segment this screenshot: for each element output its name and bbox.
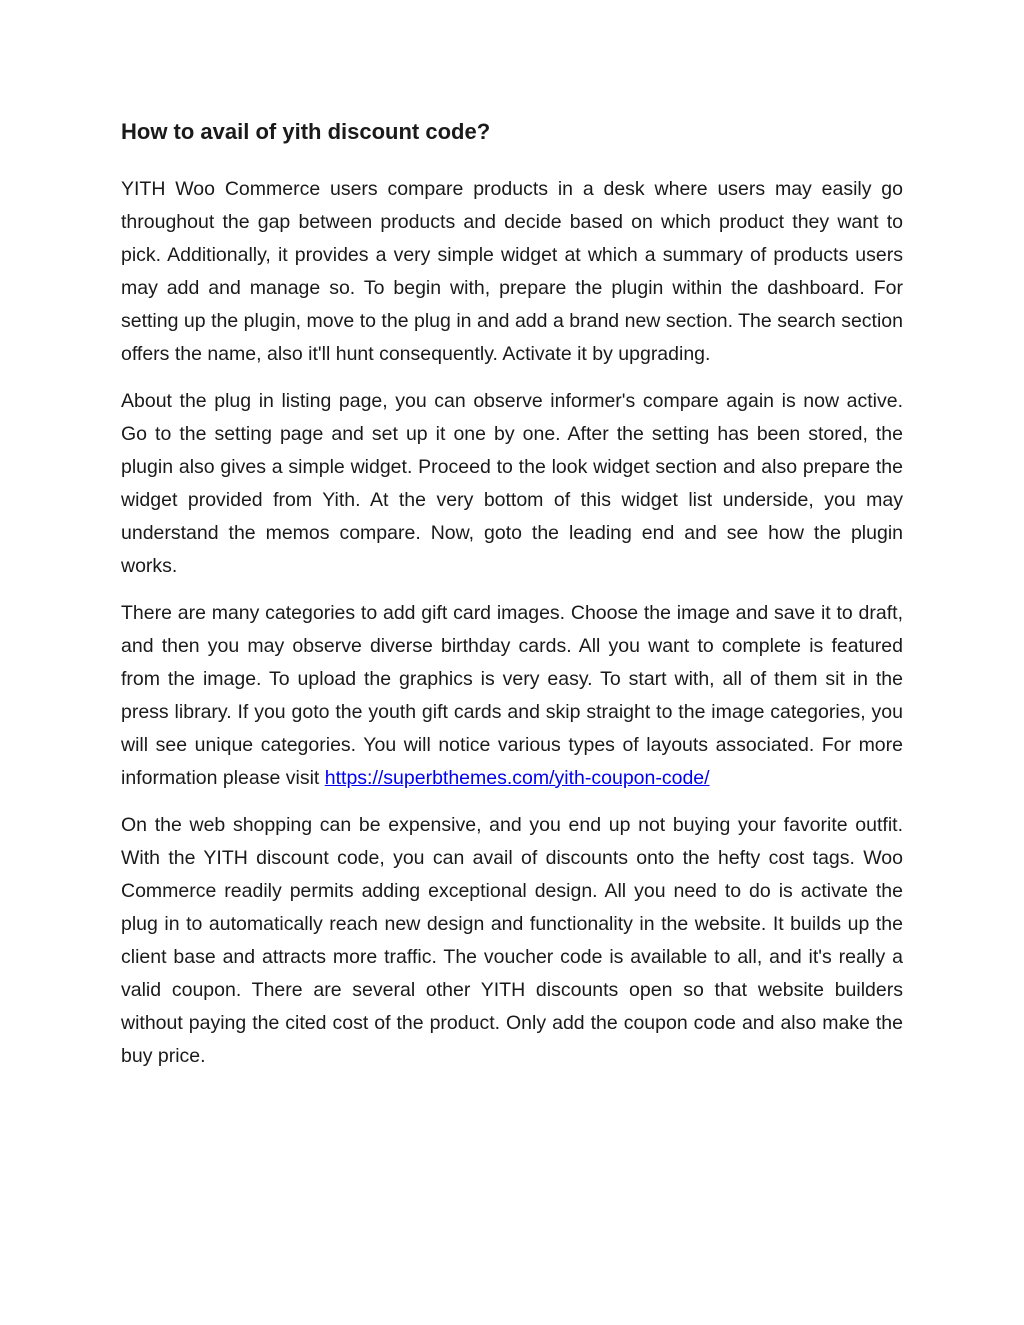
document-title: How to avail of yith discount code?: [121, 119, 491, 144]
coupon-code-link[interactable]: https://superbthemes.com/yith-coupon-code/: [324, 766, 710, 789]
document-page: [121, 118, 903, 1087]
paragraph-2: About the plug in listing page, you can observe informer's compare again is now active. Go to the setting page and set up it one by one. After the setting has been stored, the plugin also gives a simple widget. Proceed to the look widget section and also prepare the widget provided from Yith. At the very bottom of this widget list underside, you may understand the memos compare. Now, goto the leading end and see how the plugin works.: [121, 389, 903, 577]
paragraph-3: [121, 597, 903, 795]
paragraph-1: YITH Woo Commerce users compare products in a desk where users may easily go throughout the gap between products and decide based on which product they want to pick. Additionally, it provides a very simple widget at which a summary of products users may add and manage so. To begin with, prepare the plugin within the dashboard. For setting up the plugin, move to the plug in and add a brand new section. The search section offers the name, also it'll hunt consequently. Activate it by upgrading.: [121, 177, 903, 365]
paragraph-4: On the web shopping can be expensive, and you end up not buying your favorite outfit. With the YITH discount code, you can avail of discounts onto the hefty cost tags. Woo Commerce readily permits adding exceptional design. All you need to do is activate the plug in to automatically reach new design and functionality in the website. It builds up the client base and attracts more traffic. The voucher code is available to all, and it's really a valid coupon. There are several other YITH discounts open so that website builders without paying the cited cost of the product. Only add the coupon code and also make the buy price.: [121, 813, 903, 1067]
paragraph-3-text: There are many categories to add gift card images. Choose the image and save it to draft, and then you may observe diverse birthday cards. All you want to complete is featured from the image. To upload the graphics is very easy. To start with, all of them sit in the press library. If you goto the youth gift cards and skip straight to the image categories, you will see unique categories. You will notice various types of layouts associated. For more information please visit: [121, 601, 903, 789]
